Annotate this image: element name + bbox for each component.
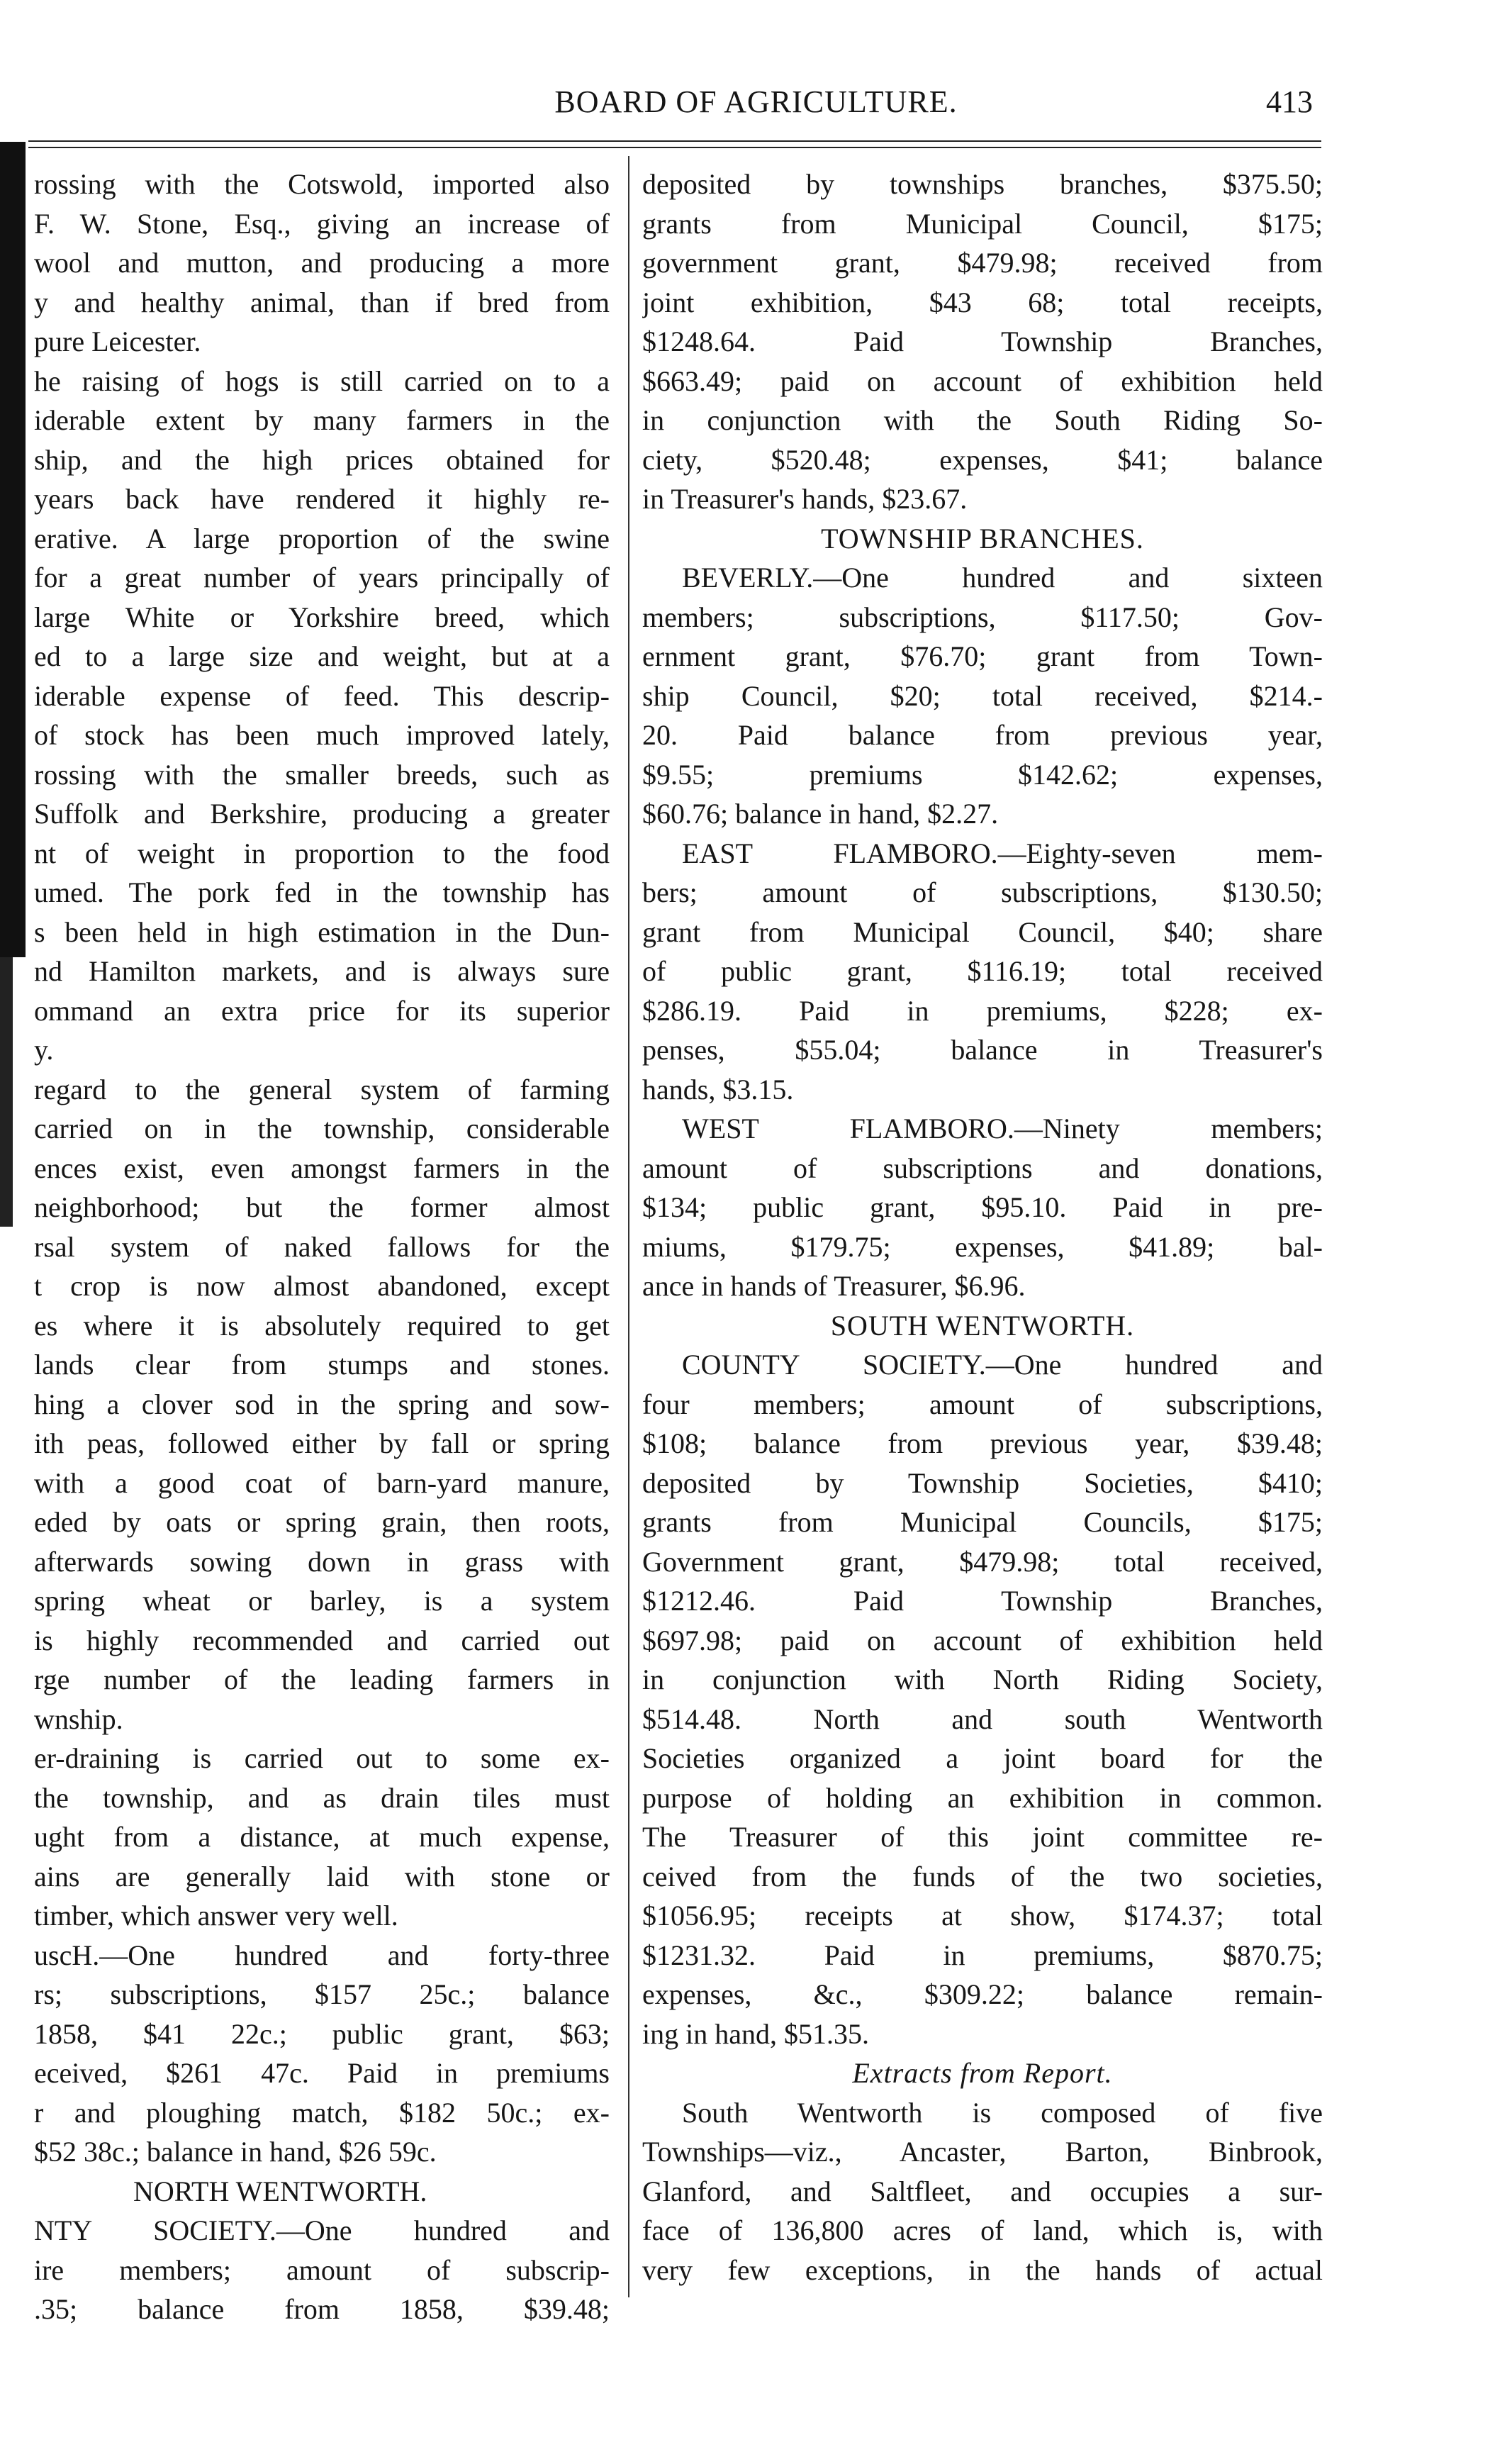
text-line: $514.48. North and south Wentworth [642, 1702, 1323, 1735]
text-line: $52 38c.; balance in hand, $26 59c. [34, 2136, 437, 2168]
text-line: government grant, $479.98; received from [642, 247, 1323, 279]
text-line: miums, $179.75; expenses, $41.89; bal- [642, 1230, 1323, 1263]
text-line: nt of weight in proportion to the food [34, 837, 610, 869]
text-line: ship Council, $20; total received, $214.- [642, 679, 1323, 712]
right-text-column [642, 165, 1323, 2290]
text-line: carried on in the township, considerable [34, 1113, 610, 1144]
section-heading-north-wentworth: NORTH WENTWORTH. [133, 2175, 427, 2207]
text-line: ommand an extra price for its superior [34, 994, 610, 1027]
text-line: grants from Municipal Council, $175; [642, 207, 1323, 240]
text-line: ing in hand, $51.35. [642, 2017, 869, 2050]
left-text-column [34, 165, 610, 2329]
text-line: large White or Yorkshire breed, which [34, 601, 610, 633]
page-number: 413 [1266, 84, 1313, 119]
text-line: NTY SOCIETY.—One hundred and [34, 2214, 610, 2246]
text-line: in Treasurer's hands, $23.67. [642, 483, 968, 515]
text-line: nd Hamilton markets, and is always sure [34, 955, 610, 987]
text-line: EAST FLAMBORO.—Eighty-seven mem- [682, 837, 1323, 869]
text-line: the township, and as drain tiles must [34, 1781, 610, 1814]
text-line: afterwards sowing down in grass with [34, 1545, 610, 1578]
section-heading-extracts-from-report: Extracts from Report. [852, 2057, 1113, 2089]
text-line: ciety, $520.48; expenses, $41; balance [642, 443, 1323, 476]
text-line: penses, $55.04; balance in Treasurer's [642, 1034, 1323, 1066]
text-line: Glanford, and Saltfleet, and occupies a sur- [642, 2175, 1323, 2207]
running-header-title: BOARD OF AGRICULTURE. [554, 84, 958, 119]
text-line: lands clear from stumps and stones. [34, 1349, 610, 1381]
text-line: wnship. [34, 1702, 123, 1735]
text-line: wool and mutton, and producing a more [34, 247, 610, 279]
text-line: ceived from the funds of the two societies, [642, 1860, 1323, 1892]
text-line: pure Leicester. [34, 325, 201, 357]
text-line: rsal system of naked fallows for the [34, 1230, 610, 1263]
text-line: for a great number of years principally of [34, 562, 610, 593]
column-divider [628, 156, 629, 2297]
text-line: .35; balance from 1858, $39.48; [34, 2293, 610, 2325]
text-line: $286.19. Paid in premiums, $228; ex- [642, 994, 1323, 1027]
text-line: hing a clover sod in the spring and sow- [34, 1388, 610, 1420]
text-line: of stock has been much improved lately, [34, 719, 610, 751]
text-line: $1231.32. Paid in premiums, $870.75; [642, 1939, 1323, 1971]
text-line: $134; public grant, $95.10. Paid in pre- [642, 1191, 1323, 1223]
text-line: Townships—viz., Ancaster, Barton, Binbrook, [642, 2136, 1323, 2168]
text-line: $1056.95; receipts at show, $174.37; total [642, 1900, 1323, 1931]
text-line: erative. A large proportion of the swine [34, 522, 610, 554]
text-line: y and healthy animal, than if bred from [34, 286, 610, 318]
text-line: eded by oats or spring grain, then roots, [34, 1506, 610, 1538]
text-line: deposited by Township Societies, $410; [642, 1466, 1323, 1499]
text-line: members; subscriptions, $117.50; Gov- [642, 601, 1323, 633]
text-line: eceived, $261 47c. Paid in premiums [34, 2057, 610, 2089]
text-line: WEST FLAMBORO.—Ninety members; [682, 1113, 1323, 1144]
text-line: er-draining is carried out to some ex- [34, 1742, 610, 1774]
text-line: face of 136,800 acres of land, which is, with [642, 2214, 1323, 2246]
text-line: s been held in high estimation in the Dun- [34, 915, 610, 948]
text-line: iderable extent by many farmers in the [34, 404, 610, 436]
text-line: es where it is absolutely required to get [34, 1309, 610, 1342]
text-line: The Treasurer of this joint committee re- [642, 1821, 1323, 1853]
scan-binding-shadow-lower [0, 957, 13, 1227]
text-line: ire members; amount of subscrip- [34, 2253, 610, 2286]
text-line: ed to a large size and weight, but at a [34, 640, 610, 672]
section-heading-township-branches: TOWNSHIP BRANCHES. [821, 522, 1144, 554]
text-line: grants from Municipal Councils, $175; [642, 1506, 1323, 1538]
text-line: Societies organized a joint board for the [642, 1742, 1323, 1774]
text-line: amount of subscriptions and donations, [642, 1152, 1323, 1184]
text-line: $1248.64. Paid Township Branches, [642, 325, 1323, 357]
text-line: ences exist, even amongst farmers in the [34, 1152, 610, 1184]
text-line: ship, and the high prices obtained for [34, 443, 610, 476]
text-line: bers; amount of subscriptions, $130.50; [642, 876, 1323, 908]
text-line: timber, which answer very well. [34, 1900, 398, 1931]
text-line: y. [34, 1034, 54, 1066]
section-heading-south-wentworth: SOUTH WENTWORTH. [830, 1309, 1135, 1342]
text-line: regard to the general system of farming [34, 1073, 610, 1105]
text-line: ernment grant, $76.70; grant from Town- [642, 640, 1323, 672]
text-line: $1212.46. Paid Township Branches, [642, 1585, 1323, 1617]
text-line: four members; amount of subscriptions, [642, 1388, 1323, 1420]
text-line: deposited by townships branches, $375.50; [642, 168, 1323, 200]
text-line: $697.98; paid on account of exhibition held [642, 1624, 1323, 1656]
text-line: purpose of holding an exhibition in common. [642, 1781, 1323, 1814]
text-line: very few exceptions, in the hands of actual [642, 2253, 1323, 2286]
text-line: in conjunction with North Riding Society, [642, 1663, 1323, 1695]
text-line: rge number of the leading farmers in [34, 1663, 610, 1695]
text-line: $663.49; paid on account of exhibition held [642, 364, 1323, 397]
text-line: spring wheat or barley, is a system [34, 1585, 610, 1617]
text-line: ith peas, followed either by fall or spring [34, 1427, 610, 1459]
text-line: rossing with the Cotswold, imported also [34, 168, 610, 200]
text-line: Suffolk and Berkshire, producing a greater [34, 798, 610, 830]
text-line: 20. Paid balance from previous year, [642, 719, 1323, 751]
text-line: expenses, &c., $309.22; balance remain- [642, 1978, 1323, 2010]
text-line: years back have rendered it highly re- [34, 483, 610, 515]
text-line: rs; subscriptions, $157 25c.; balance [34, 1978, 610, 2010]
text-line: r and ploughing match, $182 50c.; ex- [34, 2096, 610, 2129]
text-line: with a good coat of barn-yard manure, [34, 1466, 610, 1499]
text-line: grant from Municipal Council, $40; share [642, 915, 1323, 948]
text-line: he raising of hogs is still carried on to a [34, 364, 610, 397]
text-line: $9.55; premiums $142.62; expenses, [642, 758, 1323, 791]
text-line: iderable expense of feed. This descrip- [34, 679, 610, 712]
text-line: ance in hands of Treasurer, $6.96. [642, 1270, 1026, 1302]
text-line: of public grant, $116.19; total received [642, 955, 1323, 987]
text-line: joint exhibition, $43 68; total receipts, [642, 286, 1323, 318]
text-line: rossing with the smaller breeds, such as [34, 758, 610, 791]
text-line: umed. The pork fed in the township has [34, 876, 610, 908]
text-line: hands, $3.15. [642, 1073, 794, 1105]
text-line: Government grant, $479.98; total received, [642, 1545, 1323, 1578]
text-line: ught from a distance, at much expense, [34, 1821, 610, 1853]
text-line: $60.76; balance in hand, $2.27. [642, 798, 999, 830]
text-line: $108; balance from previous year, $39.48; [642, 1427, 1323, 1459]
text-line: F. W. Stone, Esq., giving an increase of [34, 207, 610, 240]
text-line: uscH.—One hundred and forty-three [34, 1939, 610, 1971]
text-line: in conjunction with the South Riding So- [642, 404, 1323, 436]
text-line: t crop is now almost abandoned, except [34, 1270, 610, 1302]
text-line: ains are generally laid with stone or [34, 1860, 610, 1892]
text-line: BEVERLY.—One hundred and sixteen [682, 562, 1323, 593]
text-line: 1858, $41 22c.; public grant, $63; [34, 2017, 610, 2050]
text-line: South Wentworth is composed of five [682, 2096, 1323, 2129]
text-line: neighborhood; but the former almost [34, 1191, 610, 1223]
text-line: COUNTY SOCIETY.—One hundred and [682, 1349, 1323, 1381]
header-rule [28, 140, 1321, 148]
scan-binding-shadow [0, 142, 26, 957]
text-line: is highly recommended and carried out [34, 1624, 610, 1656]
